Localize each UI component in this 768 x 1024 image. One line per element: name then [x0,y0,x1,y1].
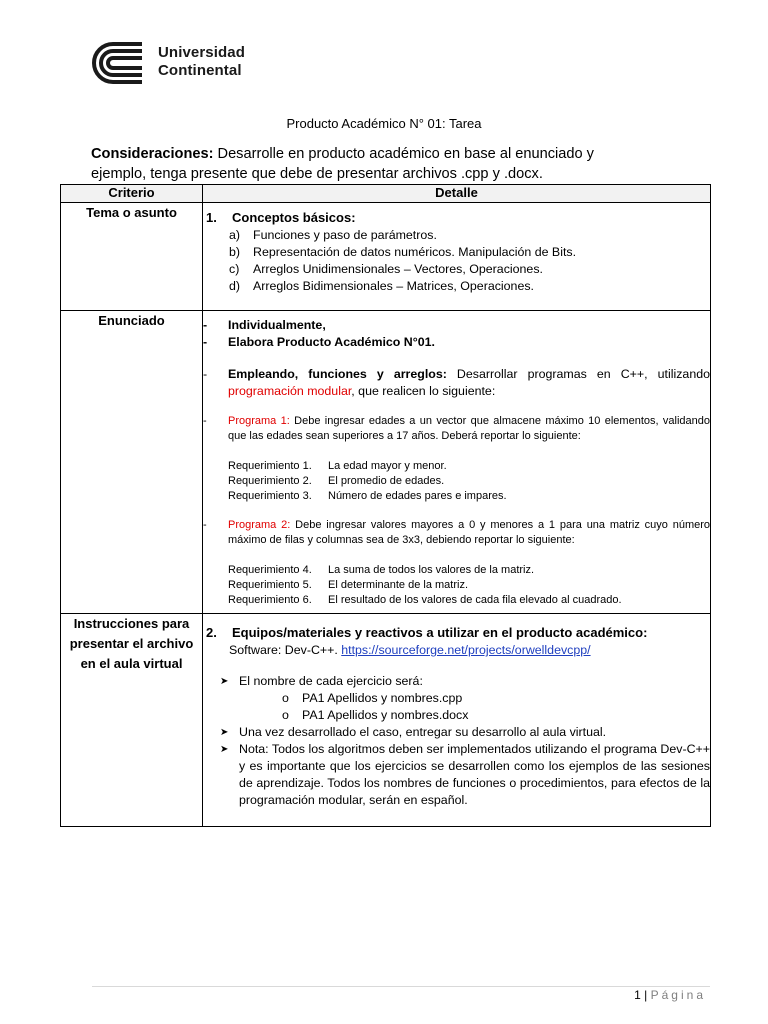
list-item: ➤ Una vez desarrollado el caso, entregar su desarrollo al aula virtual. [220,725,607,739]
circle-bullet-icon: o [282,691,289,705]
arrow-bullet-icon: ➤ [220,676,229,687]
considerations-text: Desarrolle en producto académico en base al enunciado y ejemplo, tenga presente que debe de presentar archivos .cpp y .docx. [91,146,594,182]
software-link[interactable]: https://sourceforge.net/projects/orwelldevcpp/ [341,643,591,657]
program-2-requirements [228,563,710,608]
circle-bullet-icon: o [282,708,289,722]
list-item: ➤ Nota: Todos los algoritmos deben ser implementados utilizando el programa Dev-C++ y es importante que los ejercicios se desarrollen como los ejemplos de las sesiones de aprendizaje. Todos los nombres de funciones o procedimientos, para efectos de la programación modular, serán en español. [220,742,710,807]
program-1: Programa 1: Debe ingresar edades a un vector que almacene máximo 10 elementos, validando que las edades sean superiores a 17 años. Deberá reportar lo siguiente: [228,415,710,442]
list-item: d) Arreglos Bidimensionales – Matrices, Operaciones. [229,279,534,293]
list-item: Requerimiento 4. La suma de todos los valores de la matriz. [228,564,535,576]
statement-paragraph: Empleando, funciones y arreglos: Desarrollar programas en C++, utilizando programación modular, que realicen lo siguiente: [228,367,710,398]
continental-logo-icon [92,42,150,84]
logo-line-1: Universidad [158,44,245,61]
list-item: o PA1 Apellidos y nombres.cpp [282,691,463,705]
detail-statement: - Individualmente, - Elabora Producto Académico N°01. - Empleando, funciones y arreglos: Desarrollar programas en C++, utilizando programación modular, que realicen lo siguiente: - Programa 1: Debe ingresar edades a un vector que almacene máximo 10 elementos, validando que las edades sean superiores a 17 años. Deberá reportar lo siguiente: Requerimiento 1. La edad mayor y menor. Requerimiento 2. El promedio de edades. Requerimiento 3. Número de edades pares e impares. - Programa 2: Debe ingresar valores mayores a 0 y menores a 1 para una matriz cuyo número máximo de filas y columnas sea de 3x3, debiendo reportar lo siguiente: Requerimiento 4. La suma de todos los valores de la matriz. Requerimiento 5. El determinante de la matriz. Requerimiento 6. El resultado de los valores de cada fila elevado al cuadrado. [203,311,711,614]
criterion-statement: Enunciado [61,311,203,614]
header-criterio: Criterio [61,185,203,203]
list-item: c) Arreglos Unidimensionales – Vectores, Operaciones. [229,262,543,276]
list-item: ➤ El nombre de cada ejercicio será: [220,674,423,688]
section-heading: Conceptos básicos: [232,210,356,225]
footer-divider [92,986,710,987]
section-number: 1. [206,210,217,225]
section-heading: Equipos/materiales y reactivos a utilizar en el producto académico: [232,625,648,640]
table-row-statement [61,311,711,614]
list-item: o PA1 Apellidos y nombres.docx [282,708,469,722]
page-footer [634,988,706,1002]
detail-instructions: 2. Equipos/materiales y reactivos a utilizar en el producto académico: Software: Dev-C++. https://sourceforge.net/projects/orwelldevcpp/ ➤ El nombre de cada ejercicio será: o PA1 Apellidos y nombres.cpp o PA1 Apellidos y nombres.docx ➤ Una vez desarrollado el caso, entregar su desarrollo al aula virtual. ➤ Nota: Todos los algoritmos deben ser implementados utilizando el programa Dev-C++ y es importante que los ejercicios se desarrollen como los ejemplos de las sesiones de aprendizaje. Todos los nombres de funciones o procedimientos, para efectos de la programación modular, serán en español. [203,614,711,827]
table-header-row [61,185,711,203]
logo-line-2: Continental [158,62,242,79]
list-item: Requerimiento 1. La edad mayor y menor. [228,460,447,472]
university-logo [92,40,262,86]
list-item: Requerimiento 6. El resultado de los valores de cada fila elevado al cuadrado. [228,594,622,606]
document-title: Producto Académico N° 01: Tarea [286,116,482,131]
header-detalle: Detalle [203,185,711,203]
considerations [91,144,651,184]
list-item: b) Representación de datos numéricos. Manipulación de Bits. [229,245,577,259]
criteria-table [60,184,711,827]
table-row-topic [61,203,711,311]
detail-topic [203,203,711,311]
statement-line-1: Individualmente, [228,318,326,332]
topic-list [229,227,710,295]
program-1-requirements [228,459,710,504]
criterion-topic: Tema o asunto [61,203,203,311]
statement-line-2: Elabora Producto Académico N°01. [228,335,435,349]
footer-separator: | [644,988,648,1002]
list-item: a) Funciones y paso de parámetros. [229,228,437,242]
table-row-instructions [61,614,711,827]
page-word: Página [650,988,706,1002]
list-item: Requerimiento 5. El determinante de la matriz. [228,579,469,591]
arrow-bullet-icon: ➤ [220,744,229,755]
software-line: Software: Dev-C++. https://sourceforge.net/projects/orwelldevcpp/ [229,643,591,657]
list-item: Requerimiento 3. Número de edades pares e impares. [228,490,507,502]
program-2: Programa 2: Debe ingresar valores mayores a 0 y menores a 1 para una matriz cuyo número máximo de filas y columnas sea de 3x3, debiendo reportar lo siguiente: [228,519,711,546]
considerations-label: Consideraciones: [91,146,214,162]
criterion-instructions: Instrucciones para presentar el archivo en el aula virtual [61,614,203,827]
list-item: Requerimiento 2. El promedio de edades. [228,475,445,487]
page-number: 1 [634,988,641,1002]
arrow-bullet-icon: ➤ [220,727,229,738]
